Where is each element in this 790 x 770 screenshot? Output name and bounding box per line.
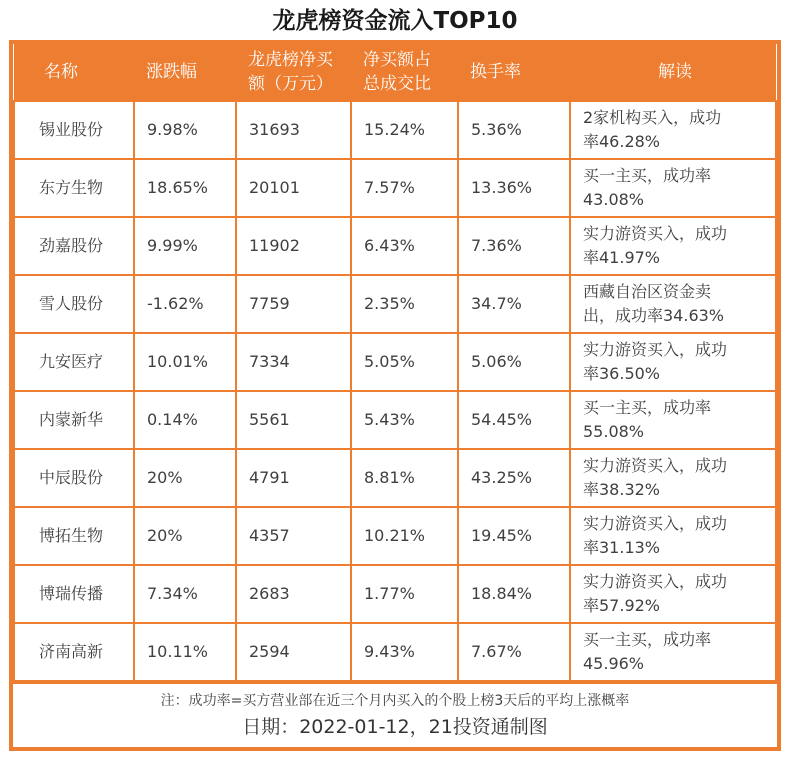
turnover-cell: 18.84%: [458, 565, 570, 623]
stock-name-cell: 内蒙新华: [14, 391, 134, 449]
ratio-cell: 15.24%: [351, 101, 458, 159]
col-header-ratio: 净买额占总成交比: [351, 44, 458, 101]
interpretation-cell: 2家机构买入，成功率46.28%: [570, 101, 776, 159]
table-row: [14, 101, 776, 159]
ratio-cell: 7.57%: [351, 159, 458, 217]
change-cell: 9.99%: [134, 217, 236, 275]
table-row: [14, 217, 776, 275]
stock-name-cell: 济南高新: [14, 623, 134, 681]
col-header-name: 名称: [14, 44, 134, 101]
change-cell: 0.14%: [134, 391, 236, 449]
interpretation-cell: 实力游资买入，成功率41.97%: [570, 217, 776, 275]
ratio-cell: 1.77%: [351, 565, 458, 623]
stock-name-cell: 雪人股份: [14, 275, 134, 333]
turnover-cell: 13.36%: [458, 159, 570, 217]
lhb-table: [13, 44, 777, 682]
table-row: [14, 159, 776, 217]
date-credit-text: 日期：2022-01-12，21投资通制图: [242, 716, 548, 738]
col-header-interpretation: 解读: [570, 44, 776, 101]
interpretation-cell: 买一主买，成功率45.96%: [570, 623, 776, 681]
table-body: [14, 101, 776, 681]
ratio-cell: 10.21%: [351, 507, 458, 565]
interpretation-cell: 实力游资买入，成功率57.92%: [570, 565, 776, 623]
table-row: [14, 391, 776, 449]
ratio-cell: 9.43%: [351, 623, 458, 681]
turnover-cell: 7.67%: [458, 623, 570, 681]
change-cell: 20%: [134, 449, 236, 507]
stock-name-cell: 博瑞传播: [14, 565, 134, 623]
netbuy-cell: 7334: [236, 333, 351, 391]
footnote-text: 注：成功率=买方营业部在近三个月内买入的个股上榜3天后的平均上涨概率: [160, 693, 630, 709]
netbuy-cell: 20101: [236, 159, 351, 217]
col-header-turnover: 换手率: [458, 44, 570, 101]
turnover-cell: 5.06%: [458, 333, 570, 391]
turnover-cell: 54.45%: [458, 391, 570, 449]
turnover-cell: 19.45%: [458, 507, 570, 565]
change-cell: 10.01%: [134, 333, 236, 391]
turnover-cell: 43.25%: [458, 449, 570, 507]
table-row: [14, 333, 776, 391]
interpretation-cell: 实力游资买入，成功率31.13%: [570, 507, 776, 565]
turnover-cell: 34.7%: [458, 275, 570, 333]
table-footer: [13, 682, 777, 747]
page-title: 龙虎榜资金流入TOP10: [272, 8, 518, 34]
ratio-cell: 2.35%: [351, 275, 458, 333]
change-cell: -1.62%: [134, 275, 236, 333]
turnover-cell: 7.36%: [458, 217, 570, 275]
ratio-cell: 5.05%: [351, 333, 458, 391]
netbuy-cell: 11902: [236, 217, 351, 275]
stock-name-cell: 劲嘉股份: [14, 217, 134, 275]
ratio-cell: 8.81%: [351, 449, 458, 507]
change-cell: 9.98%: [134, 101, 236, 159]
interpretation-cell: 买一主买，成功率55.08%: [570, 391, 776, 449]
netbuy-cell: 7759: [236, 275, 351, 333]
ratio-cell: 5.43%: [351, 391, 458, 449]
netbuy-cell: 4357: [236, 507, 351, 565]
netbuy-cell: 2683: [236, 565, 351, 623]
stock-name-cell: 东方生物: [14, 159, 134, 217]
table-row: [14, 507, 776, 565]
stock-name-cell: 博拓生物: [14, 507, 134, 565]
netbuy-cell: 2594: [236, 623, 351, 681]
table-header: [14, 44, 776, 101]
table-row: [14, 565, 776, 623]
table-row: [14, 275, 776, 333]
stock-name-cell: 中辰股份: [14, 449, 134, 507]
interpretation-cell: 西藏自治区资金卖出，成功率34.63%: [570, 275, 776, 333]
interpretation-cell: 实力游资买入，成功率38.32%: [570, 449, 776, 507]
table-row: [14, 449, 776, 507]
col-header-change: 涨跌幅: [134, 44, 236, 101]
netbuy-cell: 5561: [236, 391, 351, 449]
stock-name-cell: 锡业股份: [14, 101, 134, 159]
interpretation-cell: 买一主买，成功率43.08%: [570, 159, 776, 217]
change-cell: 7.34%: [134, 565, 236, 623]
lhb-table-container: [9, 40, 781, 751]
change-cell: 18.65%: [134, 159, 236, 217]
ratio-cell: 6.43%: [351, 217, 458, 275]
table-row: [14, 623, 776, 681]
netbuy-cell: 31693: [236, 101, 351, 159]
change-cell: 10.11%: [134, 623, 236, 681]
stock-name-cell: 九安医疗: [14, 333, 134, 391]
interpretation-cell: 实力游资买入，成功率36.50%: [570, 333, 776, 391]
change-cell: 20%: [134, 507, 236, 565]
col-header-netbuy: 龙虎榜净买额（万元）: [236, 44, 351, 101]
netbuy-cell: 4791: [236, 449, 351, 507]
header-row: [14, 44, 776, 101]
turnover-cell: 5.36%: [458, 101, 570, 159]
